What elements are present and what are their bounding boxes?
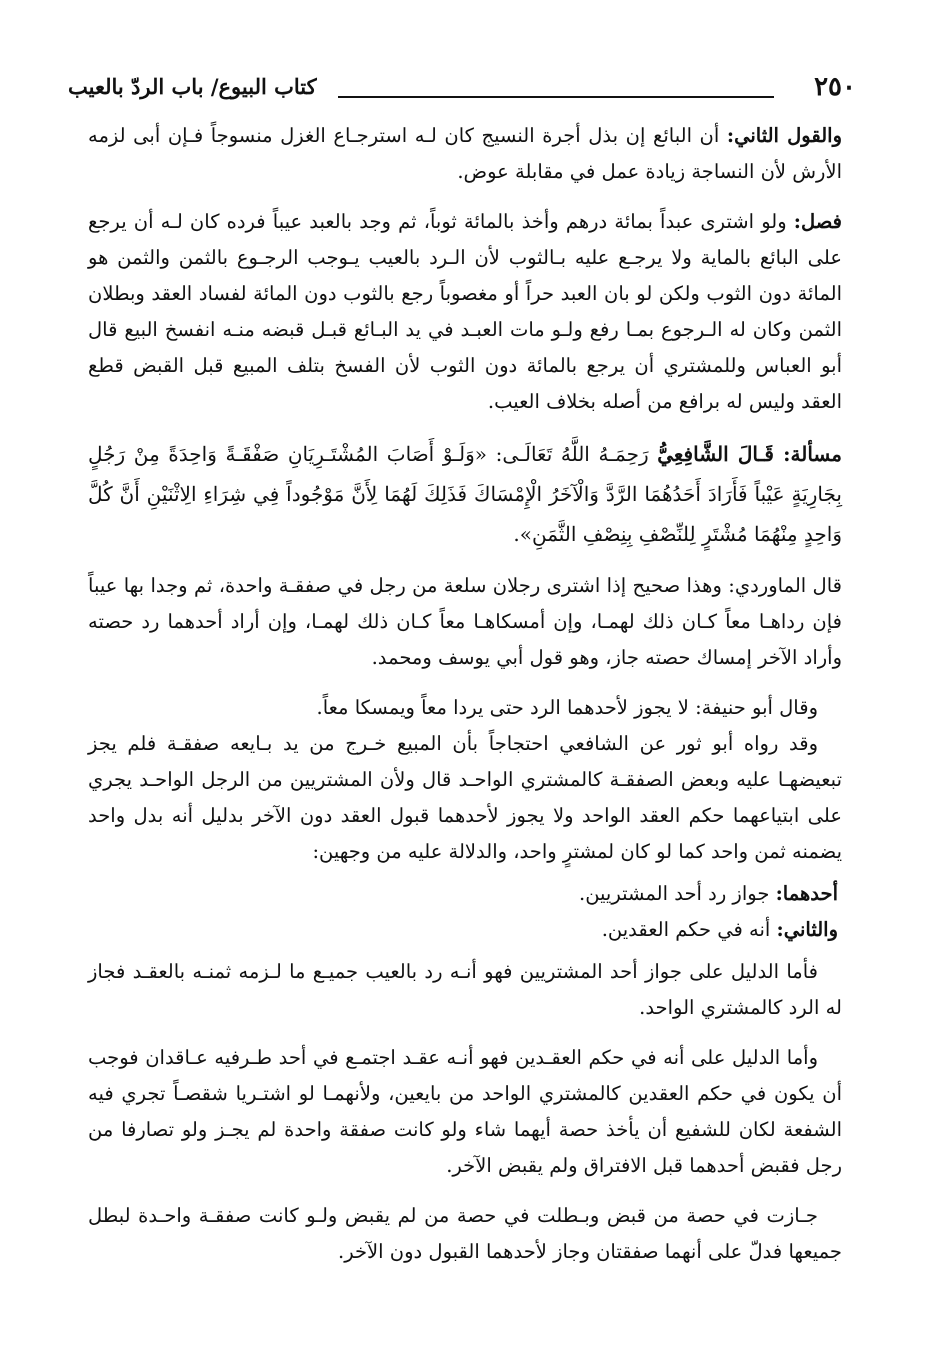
paragraph: وأما الدليل على أنه في حكم العقـدين فهو أنـه عقـد اجتمـع في أحد طـرفيه عـاقدان فوجب أن يكون في حكم العقدين كالمشتري الواحد من بايعين، ولأنهمـا لو اشتـريا شقصـاً تجري فيه الشفعة لكان للشفيع أن يأخذ حصة أيهما شاء ولو كانت صفقة واحدة لم يجـز ولو تصارفا من رجل فقبض أحدهما قبل الافتراق ولم يقبض الآخر.	[88, 1046, 842, 1177]
section-heading: فصل:	[793, 210, 842, 233]
paragraph: فأما الدليل على جواز أحد المشتريين فهو أنـه رد بالعيب جميـع ما لـزمه ثمنـه بالعقـد فجاز له الرد كالمشتري الواحد.	[88, 960, 842, 1019]
header-rule	[338, 96, 774, 98]
list-item-term: أحدهما:	[775, 882, 838, 905]
quote-text: رَحِمَـهُ اللَّهُ تَعَالَـى: «وَلَـوْ أَصَابَ المُشْتَـرِيَانِ صَفْقَـةً وَاحِدَةً مِنْ رَجُلٍ بِجَارِيَةٍ عَيْباً فَأَرَادَ أَحَدُهُمَا الرَّدَّ وَالْآخَرُ الْإِمْسَاكَ فَذَلِكَ لَهُمَا لِأَنَّ مَوْجُوداً فِي شِرَاءِ الِاثْنَيْنِ أَنَّ كُلَّ وَاحِدٍ مِنْهُمَا مُشْتَرٍ لِلنِّصْفِ بِنِصْفِ الثَّمَنِ».	[88, 442, 842, 546]
paragraph-heading: والقول الثاني:	[726, 124, 843, 147]
body-text	[88, 118, 842, 1284]
paragraph-text: أن البائع إن بذل أجرة النسيج كان لـه استرجـاع الغزل منسوجاً فـإن أبى لزمه الأرش لأن النساجة زيادة عمل في مقابلة عوض.	[88, 124, 842, 183]
list-item-term: والثاني:	[776, 918, 838, 941]
list-item	[88, 876, 842, 912]
list-item-text: جواز رد أحد المشتريين.	[579, 882, 776, 905]
paragraph-text: ولو اشترى عبداً بمائة درهم وأخذ بالمائة ثوباً، ثم وجد بالعبد عيباً فرده كان لـه أن يرجع على البائع بالماية ولا يرجـع عليه بـالثوب لأن الـرد بالعيب يـوجب الرجـوع بالثمن والثمن هو المائة دون الثوب ولكن لو بان العبد حراً أو مغصوباً رجع بالثوب دون المائة لفساد العقد وبطلان الثمن وكان له الـرجوع بمـا رفع ولـو مات العبـد في يد البـائع قبـل قبضه منـه انفسخ البيع قال أبو العباس وللمشتري أن يرجع بالمائة دون الثوب لأن الفسخ بتلف المبيع قبل القبض قطع العقد وليس له برافع من أصله بخلاف العيب.	[88, 210, 842, 413]
page-number: ٢٥٠	[814, 72, 856, 102]
paragraph	[88, 204, 842, 420]
paragraph: وقال أبو حنيفة: لا يجوز لأحدهما الرد حتى يردا معاً ويمسكا معاً.	[316, 696, 818, 719]
issue-heading: مسألة: قَـالَ الشَّافِعِيُّ	[657, 442, 842, 466]
issue-quote	[88, 434, 842, 554]
list-item-text: أنه في حكم العقدين.	[601, 918, 777, 941]
paragraph	[88, 118, 842, 190]
paragraph: جـازت في حصة من قبض وبـطلت في حصة من لم يقبض ولـو كانت صفقـة واحـدة لبطل جميعها فدلّ على أنهما صفقتان وجاز لأحدهما القبول دون الآخر.	[88, 1204, 842, 1263]
paragraph: قال الماوردي: وهذا صحيح إذا اشترى رجلان سلعة من رجل في صفقـة واحدة، ثم وجدا بها عيباً فإن رداهـا معاً كـان ذلك لهمـا، وإن أمسكاهـا معاً كـان ذلك لهمـا، وإن أراد أحدهما رد حصته وأراد الآخر إمساك حصته جاز، وهو قول أبي يوسف ومحمد.	[88, 574, 842, 669]
running-title: كتاب البيوع/ باب الردّ بالعيب	[68, 74, 317, 99]
page-header	[68, 72, 856, 112]
paragraph: وقد رواه أبو ثور عن الشافعي احتجاجاً بأن المبيع خـرج من يد بـايعه صفقـة فلم يجز تبعيضهـا عليه وبعض الصفقـة كالمشتري الواحـد قال ولأن المشتريين من الرجل الواحـد يجري على ابتياعهما حكم العقد الواحد ولا يجوز لأحدهما قبول العقد دون الآخر بدليل أنه بدل واحد يضمنه ثمن واحد كما لو كان لمشترٍ واحد، والدلالة عليه من وجهين:	[88, 732, 842, 863]
list-item	[88, 912, 842, 948]
